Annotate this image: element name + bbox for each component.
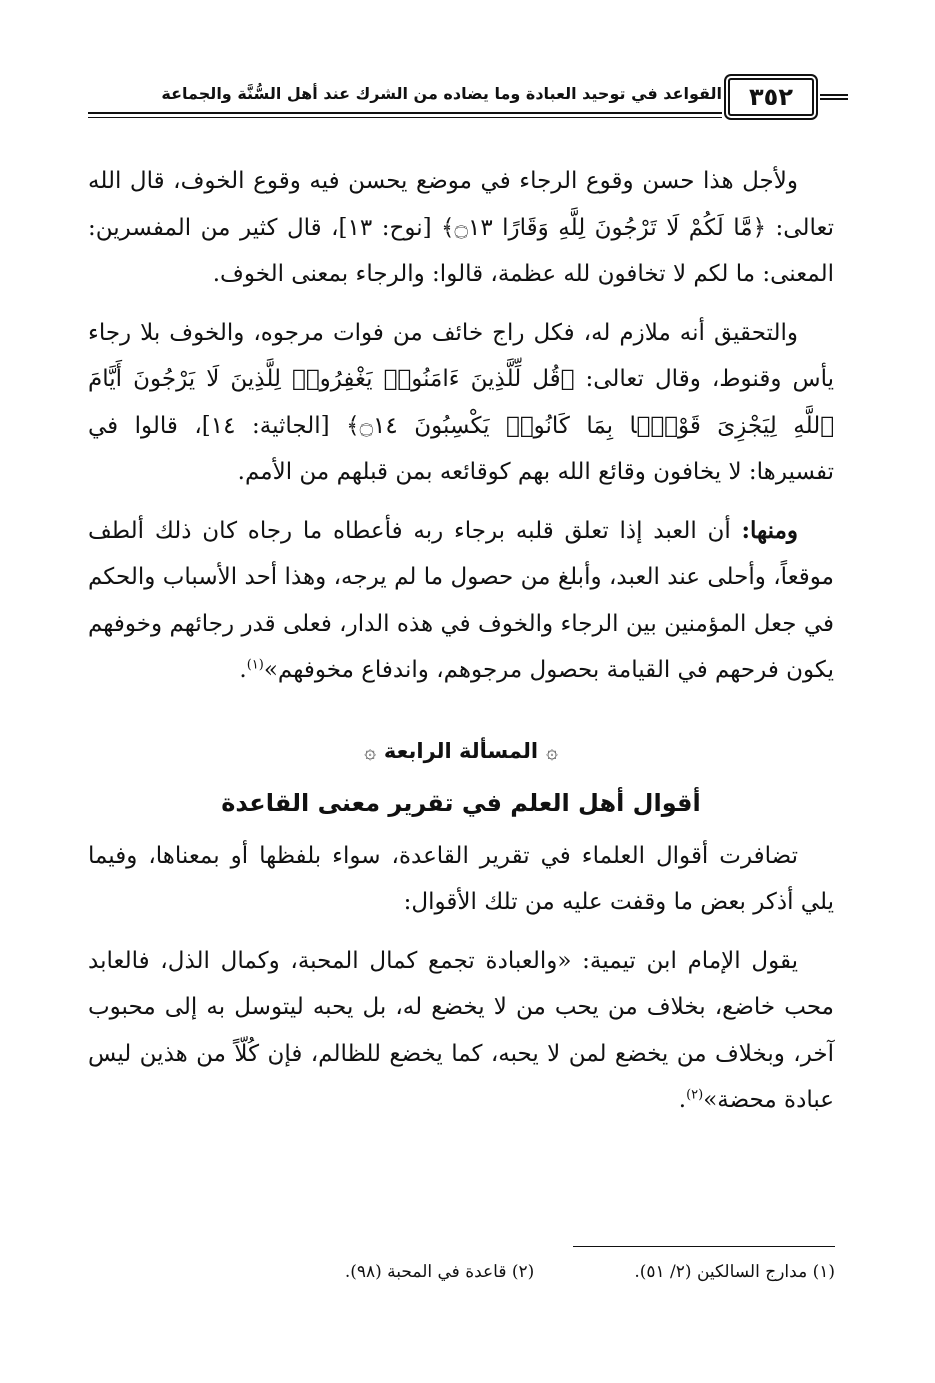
paragraph-3 xyxy=(88,508,834,694)
footnote-separator xyxy=(573,1246,835,1247)
main-text xyxy=(88,158,834,1136)
page-header xyxy=(88,76,848,126)
section-heading xyxy=(88,728,834,775)
paragraph-5-end: . xyxy=(678,1087,687,1113)
footnote-ref-2: (٢) xyxy=(686,1087,704,1103)
header-double-rule xyxy=(820,94,848,100)
footnote-ref-1: (١) xyxy=(246,657,264,673)
footnote-1: (١) مدارج السالكين (٢/ ٥١). xyxy=(634,1262,835,1282)
section-title: المسألة الرابعة xyxy=(383,738,539,763)
header-rule xyxy=(88,112,722,114)
paragraph-5-text: يقول الإمام ابن تيمية: «والعبادة تجمع كمال المحبة، وكمال الذل، فالعابد محب خاضع، بخلاف من يحب من لا يخضع له، بل يحبه ليتوسل به إلى محبوب آخر، وبخلاف من يخضع لمن لا يحبه، كما يخضع للظالم، فإن كُلّاً من هذين ليس عبادة محضة» xyxy=(88,947,834,1113)
paragraph-3-text: أن العبد إذا تعلق قلبه برجاء ربه فأعطاه ما رجاه كان ذلك ألطف موقعاً، وأحلى عند العبد، وأبلغ من حصول ما لم يرجه، وهذا أحد الأسباب والحكم في جعل المؤمنين بين الرجاء والخوف في هذه الدار، فعلى قدر رجائهم وخوفهم يكون فرحهم في القيامة بحصول مرجوهم، واندفاع مخوفهم» xyxy=(88,517,834,683)
ornament-icon: ۞ xyxy=(364,738,376,763)
footnote-2: (٢) قاعدة في المحبة (٩٨). xyxy=(344,1262,535,1282)
paragraph-4: تضافرت أقوال العلماء في تقرير القاعدة، سواء بلفظها أو بمعناها، وفيما يلي أذكر بعض ما وقفت عليه من تلك الأقوال: xyxy=(88,842,834,915)
paragraph-1: ولأجل هذا حسن وقوع الرجاء في موضع يحسن فيه وقوع الخوف، قال الله تعالى: ﴿مَّا لَكُمْ لَا تَرْجُونَ لِلَّهِ وَقَارًا ۝١٣﴾ [نوح: ١٣]، قال كثير من المفسرين: المعنى: ما لكم لا تخافون لله عظمة، قالوا: والرجاء بمعنى الخوف. xyxy=(88,168,834,287)
page-number: ٣٥٢ xyxy=(728,78,814,116)
header-rule-thin xyxy=(88,117,722,118)
paragraph-3-end: . xyxy=(239,657,247,683)
ornament-icon: ۞ xyxy=(546,738,558,763)
paragraph-lead: ومنها: xyxy=(741,516,798,544)
paragraph-2: والتحقيق أنه ملازم له، فكل راج خائف من فوات مرجوه، والخوف بلا رجاء يأس وقنوط، وقال تعالى: ﴿قُل لِّلَّذِينَ ءَامَنُوا۟ يَغْفِرُوا۟ لِلَّذِينَ لَا يَرْجُونَ أَيَّامَ ٱللَّهِ لِيَجْزِىَ قَوْمًۢا بِمَا كَانُوا۟ يَكْسِبُونَ ۝١٤﴾ [الجاثية: ١٤]، قالوا في تفسيرها: لا يخافون وقائع الله بهم كوقائعه بمن قبلهم من الأمم. xyxy=(88,319,834,485)
footnotes xyxy=(100,1262,835,1282)
paragraph-5 xyxy=(88,938,834,1124)
section-subtitle: أقوال أهل العلم في تقرير معنى القاعدة xyxy=(221,789,701,817)
running-title: القواعد في توحيد العبادة وما يضاده من الشرك عند أهل السُّنَّة والجماعة xyxy=(161,84,722,103)
